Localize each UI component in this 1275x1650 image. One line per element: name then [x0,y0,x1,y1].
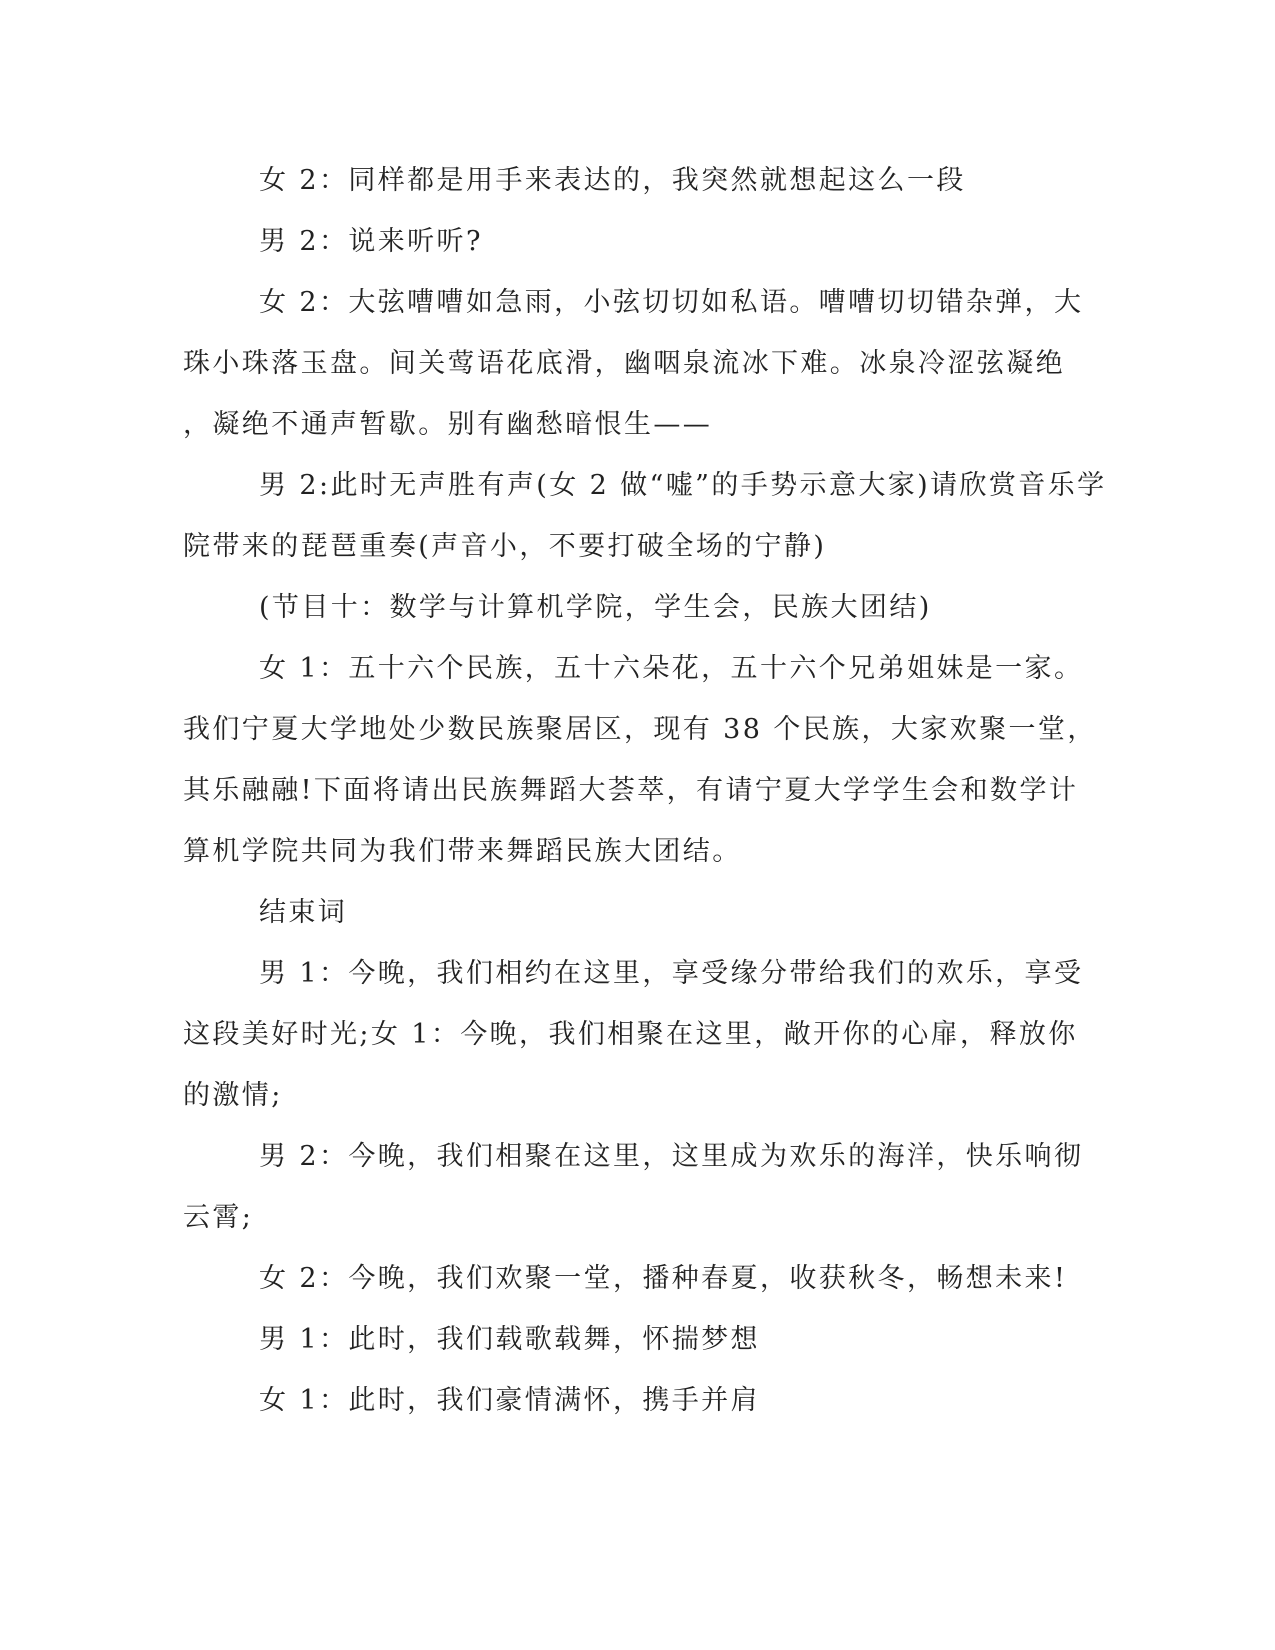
text-line: 院带来的琵琶重奏(声音小，不要打破全场的宁静) [183,531,827,562]
paragraph [183,1370,1063,1431]
text-line: 云霄; [183,1202,254,1233]
text-line: 男 2：今晚，我们相聚在这里，这里成为欢乐的海洋，快乐响彻 [259,1141,1084,1172]
paragraph [183,211,1063,272]
text-line: 珠小珠落玉盘。间关莺语花底滑，幽咽泉流冰下难。冰泉冷涩弦凝绝 [183,348,1065,379]
paragraph [183,1126,1084,1248]
text-line: 女 1：此时，我们豪情满怀，携手并肩 [259,1385,760,1416]
paragraph [183,577,1063,638]
text-line: 男 2：说来听听? [259,226,483,257]
text-line: 男 1：今晚，我们相约在这里，享受缘分带给我们的欢乐，享受 [259,958,1084,989]
paragraph [183,272,1084,455]
paragraph [183,1248,1068,1309]
text-line: 男 2:此时无声胜有声(女 2 做“嘘”的手势示意大家)请欣赏音乐学 [259,470,1107,501]
text-line: 女 2：今晚，我们欢聚一堂，播种春夏，收获秋冬，畅想未来! [259,1263,1068,1294]
text-line: 的激情; [183,1080,283,1111]
paragraph [183,638,1097,882]
document-page [183,150,1107,1431]
text-line: 我们宁夏大学地处少数民族聚居区，现有 38 个民族，大家欢聚一堂， [183,714,1097,745]
text-line: 算机学院共同为我们带来舞蹈民族大团结。 [183,836,742,867]
text-line: 女 1：五十六个民族，五十六朵花，五十六个兄弟姐妹是一家。 [259,653,1084,684]
text-line: 女 2：同样都是用手来表达的，我突然就想起这么一段 [259,165,966,196]
text-line: 结束词 [259,897,348,928]
text-line: (节目十：数学与计算机学院，学生会，民族大团结) [259,592,932,623]
paragraph [183,1309,1063,1370]
section-heading [183,882,1063,943]
text-line: 其乐融融!下面将请出民族舞蹈大荟萃，有请宁夏大学学生会和数学计 [183,775,1079,806]
text-line: ，凝绝不通声暂歇。别有幽愁暗恨生—— [183,409,713,440]
text-line: 男 1：此时，我们载歌载舞，怀揣梦想 [259,1324,760,1355]
paragraph [183,943,1084,1126]
text-line: 这段美好时光;女 1：今晚，我们相聚在这里，敞开你的心扉，释放你 [183,1019,1078,1050]
text-line: 女 2：大弦嘈嘈如急雨，小弦切切如私语。嘈嘈切切错杂弹，大 [259,287,1084,318]
paragraph [183,150,1063,211]
paragraph [183,455,1107,577]
